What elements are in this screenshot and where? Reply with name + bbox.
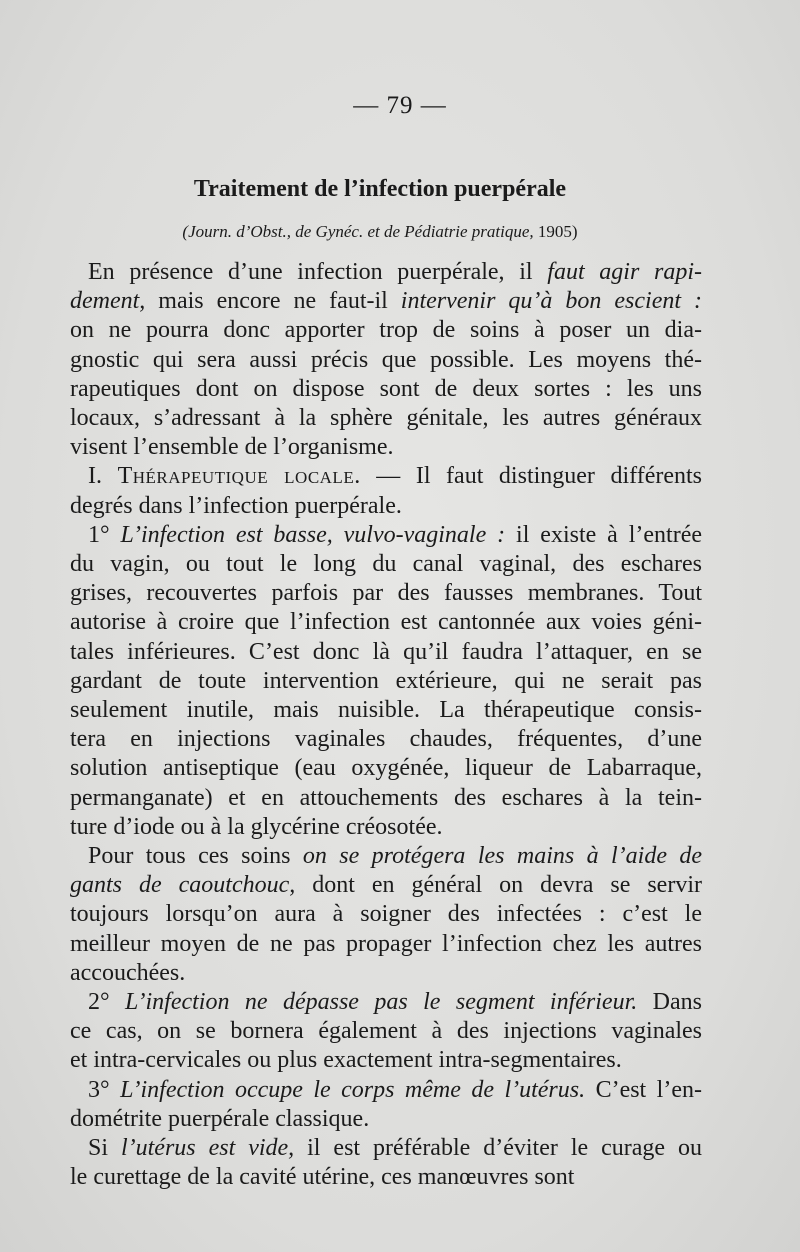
text-line: 2° L’infection ne dépasse pas le segment inférieur. Dans (88, 989, 702, 1016)
section-heading: Thérapeutique locale. (117, 463, 361, 490)
text-line: 1° L’infection est basse, vulvo-vaginale : il existe à l’entrée (88, 521, 703, 548)
text-line: rapeutiques dont on dispose sont de deux sortes : les uns (70, 375, 702, 402)
source-year: 1905) (537, 222, 578, 241)
text-line: toujours lorsqu’on aura à soigner des infectées : c’est le (70, 901, 702, 928)
text-line: et intra-cervicales ou plus exactement intra-segmentaires. (70, 1047, 622, 1074)
text-line: ture d’iode ou à la glycérine créosotée. (70, 813, 443, 840)
text-line: solution antiseptique (eau oxygénée, liqueur de Labarraque, (70, 755, 702, 782)
text-line: grises, recouvertes parfois par des fausses membranes. Tout (70, 580, 702, 607)
text-line: meilleur moyen de ne pas propager l’infection chez les autres (70, 930, 702, 957)
text-line: dométrite puerpérale classique. (70, 1105, 370, 1132)
article-title: Traitement de l’infection puerpérale (193, 176, 567, 202)
italic-text: l’utérus est vide, (120, 1135, 295, 1162)
italic-text: intervenir qu’à bon escient : (400, 288, 702, 315)
text-line: Pour tous ces soins on se protégera les mains à l’aide de (88, 843, 703, 870)
text-line: le curettage de la cavité utérine, ces manœuvres sont (70, 1164, 575, 1191)
text-line: En présence d’une infection puerpérale, il faut agir rapi- (88, 259, 702, 285)
source-citation: (Journ. d’Obst., de Gynéc. et de Pédiatrie pratique, (182, 222, 538, 241)
text-line: dement, mais encore ne faut-il intervenir qu’à bon escient : (70, 288, 702, 315)
text-line: seulement inutile, mais nuisible. La thérapeutique consis- (70, 697, 702, 724)
text-line: tera en injections vaginales chaudes, fréquentes, d’une (70, 726, 702, 753)
italic-text: gants de caoutchouc, (70, 872, 296, 899)
text-line: visent l’ensemble de l’organisme. (70, 434, 394, 461)
text-line: gnostic qui sera aussi précis que possible. Les moyens thé- (70, 346, 702, 373)
italic-text: L’infection ne dépasse pas le segment inférieur. (125, 989, 638, 1016)
italic-text: faut agir rapi- (547, 259, 702, 285)
text-line: accouchées. (70, 959, 186, 986)
italic-text: L’infection occupe le corps même de l’utérus. (120, 1076, 586, 1103)
text-line: du vagin, ou tout le long du canal vaginal, des eschares (70, 551, 702, 578)
text-line: locaux, s’adressant à la sphère génitale, les autres généraux (70, 405, 702, 432)
text-line: autorise à croire que l’infection est cantonnée aux voies géni- (70, 609, 702, 636)
text-line: on ne pourra donc apporter trop de soins à poser un dia- (70, 317, 702, 344)
text-line: permanganate) et en attouchements des eschares à la tein- (70, 784, 702, 811)
text-line: ce cas, on se bornera également à des injections vaginales (70, 1018, 702, 1045)
article-body (70, 258, 702, 1193)
text-line: gants de caoutchouc, dont en général on devra se servir (70, 872, 702, 899)
page-number: — 79 — (353, 92, 447, 119)
text-line: gardant de toute intervention extérieure, qui ne serait pas (70, 667, 702, 694)
text-line: 3° L’infection occupe le corps même de l’utérus. C’est l’en- (88, 1076, 702, 1103)
article-source (0, 222, 760, 242)
italic-text: L’infection est basse, vulvo-vaginale : (120, 521, 506, 548)
italic-text: on se protégera les mains à l’aide de (302, 843, 703, 870)
text-line: I. Thérapeutique locale. — Il faut distinguer différents (88, 463, 703, 490)
text-line: degrés dans l’infection puerpérale. (70, 492, 402, 519)
text-line: Si l’utérus est vide, il est préférable d’éviter le curage ou (88, 1135, 702, 1162)
text-line: tales inférieures. C’est donc là qu’il faudra l’attaquer, en se (70, 638, 702, 665)
italic-text: dement, (70, 288, 146, 315)
